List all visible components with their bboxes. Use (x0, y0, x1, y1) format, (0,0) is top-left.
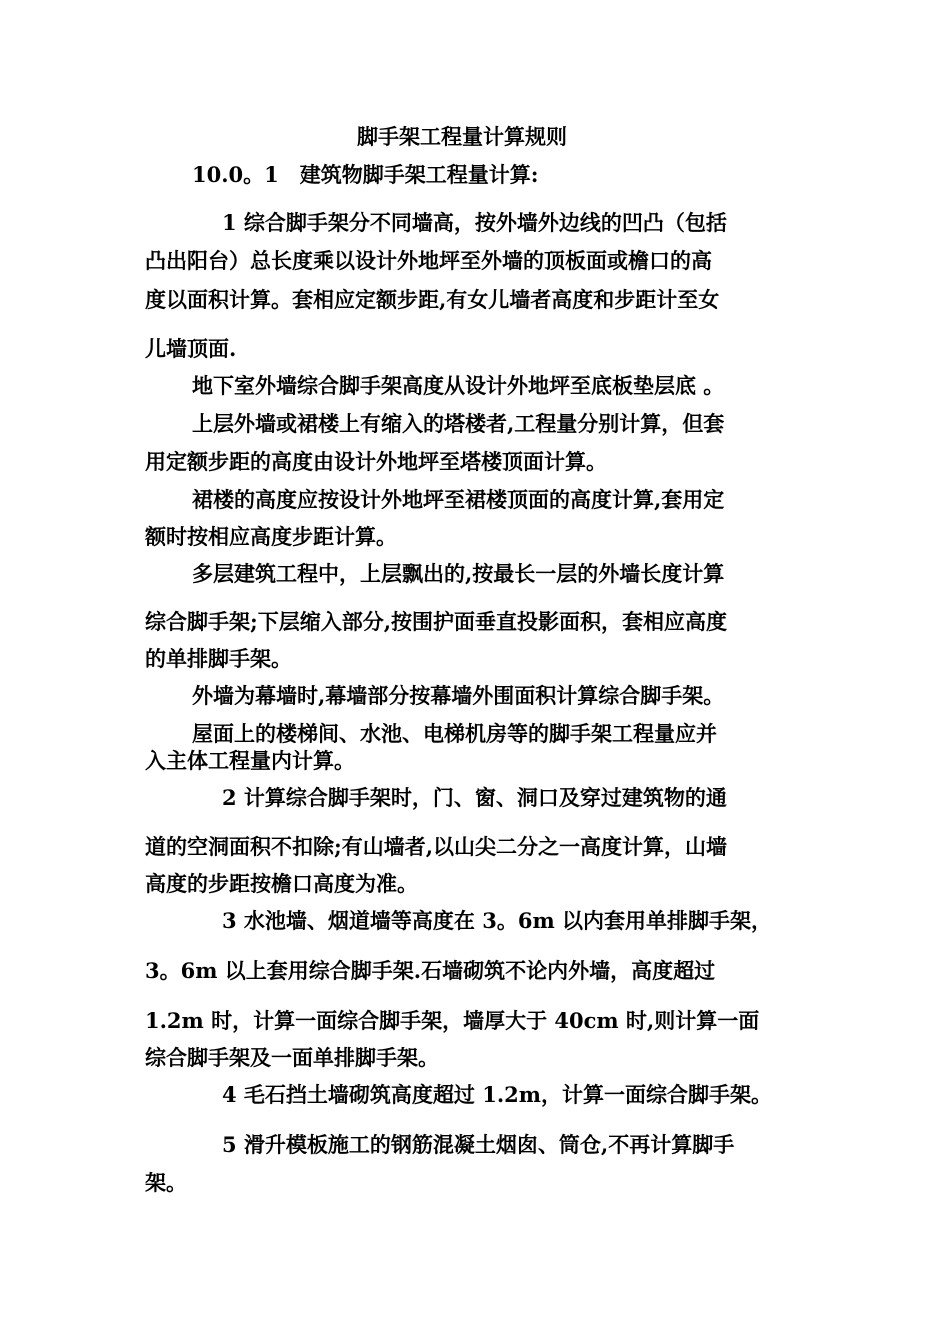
text-line: 外墙为幕墙时,幕墙部分按幕墙外围面积计算综合脚手架。 (192, 683, 725, 708)
text-line: 凸出阳台）总长度乘以设计外地坪至外墙的顶板面或檐口的高 (145, 248, 712, 273)
text-line: 裙楼的高度应按设计外地坪至裙楼顶面的高度计算,套用定 (192, 487, 725, 512)
text-line: 用定额步距的高度由设计外地坪至塔楼顶面计算。 (145, 449, 607, 474)
text-line: 地下室外墙综合脚手架高度从设计外地坪至底板垫层底 。 (192, 373, 725, 398)
text-line: 1.2m 时，计算一面综合脚手架，墙厚大于 40cm 时,则计算一面 (145, 1008, 760, 1033)
text-line: 3。6m 以上套用综合脚手架.石墙砌筑不论内外墙，高度超过 (145, 958, 716, 983)
text-line: 4 毛石挡土墙砌筑高度超过 1.2m，计算一面综合脚手架。 (222, 1082, 772, 1107)
text-line: 高度的步距按檐口高度为准。 (145, 871, 418, 896)
text-line: 1 综合脚手架分不同墙高，按外墙外边线的凹凸（包括 (222, 210, 727, 235)
text-line: 儿墙顶面. (145, 336, 237, 361)
text-line: 架。 (145, 1170, 187, 1195)
text-line: 5 滑升模板施工的钢筋混凝土烟囱、筒仓,不再计算脚手 (222, 1132, 735, 1157)
document-title: 脚手架工程量计算规则 (357, 124, 567, 149)
text-line: 综合脚手架;下层缩入部分,按围护面垂直投影面积，套相应高度 (145, 609, 728, 634)
text-line: 综合脚手架及一面单排脚手架。 (145, 1045, 439, 1070)
section-heading: 10.0。1 建筑物脚手架工程量计算: (192, 162, 539, 187)
text-line: 3 水池墙、烟道墙等高度在 3。6m 以内套用单排脚手架， (222, 908, 772, 933)
text-line: 入主体工程量内计算。 (145, 748, 355, 773)
text-line: 多层建筑工程中，上层飘出的,按最长一层的外墙长度计算 (192, 561, 725, 586)
text-line: 度以面积计算。套相应定额步距,有女儿墙者高度和步距计至女 (145, 287, 720, 312)
text-line: 的单排脚手架。 (145, 646, 292, 671)
text-line: 屋面上的楼梯间、水池、电梯机房等的脚手架工程量应并 (192, 721, 717, 746)
text-line: 上层外墙或裙楼上有缩入的塔楼者,工程量分别计算，但套 (192, 411, 725, 436)
text-line: 2 计算综合脚手架时，门、窗、洞口及穿过建筑物的通 (222, 785, 727, 810)
text-line: 道的空洞面积不扣除;有山墙者,以山尖二分之一高度计算，山墙 (145, 834, 728, 859)
text-line: 额时按相应高度步距计算。 (145, 524, 397, 549)
